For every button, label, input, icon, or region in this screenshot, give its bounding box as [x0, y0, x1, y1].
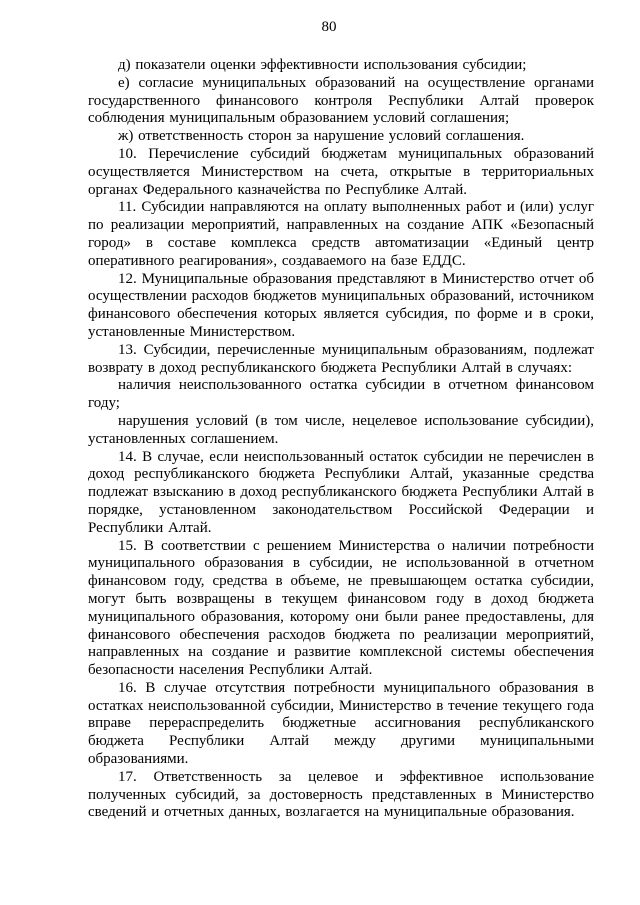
page-number: 80: [321, 19, 337, 35]
paragraph: 14. В случае, если неиспользованный остаток субсидии не перечислен в доход республиканского бюджета Республики Алтай, указанные средства подлежат взысканию в доход республиканского бюджета Республики Алтай в порядке, установленном законодательством Российской Федерации и Республики Алтай.: [88, 448, 594, 536]
paragraph: 17. Ответственность за целевое и эффективное использование полученных субсидий, за достоверность представленных в Министерство сведений и отчетных данных, возлагается на муниципальные образования.: [88, 768, 594, 821]
document-body: [88, 57, 594, 822]
paragraph: 15. В соответствии с решением Министерства о наличии потребности муниципального образования в субсидии, не использованной в отчетном финансовом году, средства в объеме, не превышающем остатка субсидии, могут быть возвращены в текущем финансовом году в доход бюджета муниципального образования, которому они были ранее предоставлены, для финансового обеспечения расходов бюджета по реализации мероприятий, направленных на создание и развитие комплексной системы обеспечения безопасности населения Республики Алтай.: [88, 537, 594, 679]
paragraph: 16. В случае отсутствия потребности муниципального образования в остатках неиспользованной субсидии, Министерство в течение текущего года вправе перераспределить бюджетные ассигнования республиканского бюджета Республики Алтай между другими муниципальными образованиями.: [88, 679, 594, 768]
paragraph: д) показатели оценки эффективности использования субсидии;: [118, 57, 527, 73]
paragraph: наличия неиспользованного остатка субсидии в отчетном финансовом году;: [88, 377, 594, 412]
paragraph: нарушения условий (в том числе, нецелевое использование субсидии), установленных соглашением.: [88, 412, 594, 447]
paragraph: 10. Перечисление субсидий бюджетам муниципальных образований осуществляется Министерством на счета, открытые в территориальных органах Федерального казначейства по Республике Алтай.: [88, 145, 594, 198]
paragraph: 12. Муниципальные образования представляют в Министерство отчет об осуществлении расходов бюджетов муниципальных образований, источником финансового обеспечения которых является субсидия, по форме и в сроки, установленные Министерством.: [88, 270, 594, 340]
paragraph: е) согласие муниципальных образований на осуществление органами государственного финансового контроля Республики Алтай проверок соблюдения муниципальным образованием условий соглашения;: [88, 74, 594, 127]
paragraph: 11. Субсидии направляются на оплату выполненных работ и (или) услуг по реализации мероприятий, направленных на создание АПК «Безопасный город» в составе комплекса средств автоматизации «Единый центр оперативного реагирования», создаваемого на базе ЕДДС.: [88, 199, 594, 269]
paragraph: ж) ответственность сторон за нарушение условий соглашения.: [118, 128, 525, 145]
paragraph: 13. Субсидии, перечисленные муниципальным образованиям, подлежат возврату в доход республиканского бюджета Республики Алтай в случаях:: [88, 341, 594, 376]
